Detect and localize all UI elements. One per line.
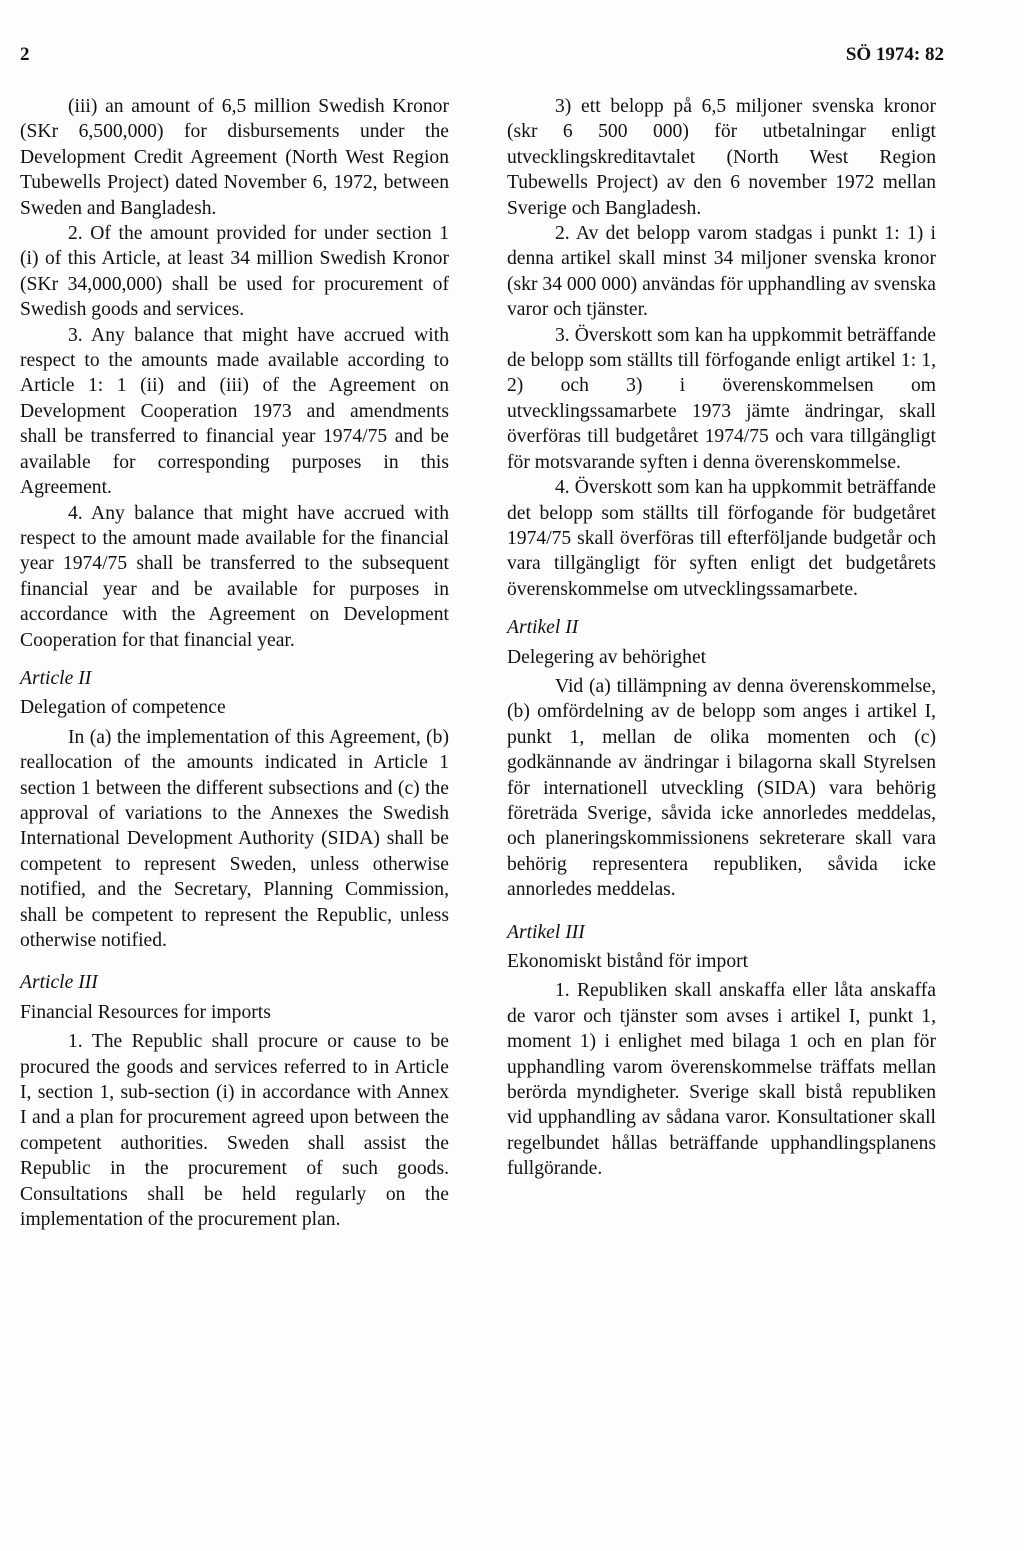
page-number: 2 <box>20 44 30 65</box>
english-article-iii-heading: Article III <box>20 972 98 994</box>
swedish-paragraph-2: 2. Av det belopp varom stadgas i punkt 1: 1) i denna artikel skall minst 34 miljoner svenska kronor (skr 34 000 000) användas för upphandling av svenska varor och tjänster. <box>507 223 936 321</box>
english-article-ii-text: In (a) the implementation of this Agreement, (b) reallocation of the amounts indicated in Article 1 section 1 between the different subsections and (c) the approval of variations to the Annexes the Swedish International Development Authority (SIDA) shall be competent to represent Sweden, unless otherwise notified, and the Secretary, Planning Commission, shall be competent to represent the Republic, unless otherwise notified. <box>20 726 449 951</box>
english-paragraph-iii: (iii) an amount of 6,5 million Swedish Kronor (SKr 6,500,000) for disbursements under the Development Credit Agreement (North West Region Tubewells Project) dated November 6, 1972, between Sweden and Bangladesh. <box>20 96 449 219</box>
swedish-article-iii-text: 1. Republiken skall anskaffa eller låta anskaffa de varor och tjänster som avses i artikel I, punkt 1, moment 1) i enlighet med bilaga 1 och en plan för upphandling varom överenskommelse träffats mellan berörda myndigheter. Sverige skall bistå republiken vid upphandling av sådana varor. Konsultationer skall regelbundet hållas beträffande upphandlingsplanens fullgörande. <box>507 980 936 1180</box>
swedish-paragraph-3: 3. Överskott som kan ha uppkommit beträffande de belopp som ställts till förfogande enligt artikel 1: 1, 2) och 3) i överenskommelsen om utvecklingssamarbete 1973 jämte ändringar, skall överföras till budgetåret 1974/75 och vara tillgängligt för motsvarande syften i denna överenskommelse. <box>507 324 936 473</box>
swedish-article-ii-text: Vid (a) tillämpning av denna överenskommelse, (b) omfördelning av de belopp som anges i artikel I, punkt 1, mellan de olika momenten och (c) godkännande av ändringar i bilagorna skall Styrelsen för internationell utveckling (SIDA) vara behörig företräda Sverige, såvida icke annorledes meddelas, och planeringskommissionens sekreterare skall vara behörig representera republiken, såvida icke annorledes meddelas. <box>507 675 936 901</box>
document-reference: SÖ 1974: 82 <box>845 44 944 65</box>
swedish-article-iii-title: Ekonomiskt bistånd för import <box>507 951 749 972</box>
english-paragraph-3: 3. Any balance that might have accrued with respect to the amounts made available according to Article 1: 1 (ii) and (iii) of the Agreement on Development Cooperation 1973 and amendments shall be transferred to financial year 1974/75 and be available for corresponding purposes in this Agreement. <box>20 324 449 499</box>
swedish-article-ii-heading: Artikel II <box>507 617 579 639</box>
english-column <box>20 94 449 1232</box>
english-article-ii-heading: Article II <box>20 667 92 689</box>
english-article-iii-title: Financial Resources for imports <box>20 1001 271 1023</box>
english-article-ii-title: Delegation of competence <box>20 697 226 719</box>
swedish-article-ii-title: Delegering av behörighet <box>507 646 707 668</box>
english-article-iii-text: 1. The Republic shall procure or cause to be procured the goods and services referred to in Article I, section 1, sub-section (i) in accordance with Annex I and a plan for procurement agreed upon between the competent authorities. Sweden shall assist the Republic in the procurement of such goods. Consultations shall be held regularly on the implementation of the procurement plan. <box>20 1031 449 1231</box>
swedish-paragraph-4: 4. Överskott som kan ha uppkommit beträffande det belopp som ställts till förfogande för budgetåret 1974/75 skall överföras till efterföljande budgetår och vara tillgängligt för syften enligt det budgetårets överenskommelse om utvecklingssamarbete. <box>507 477 936 600</box>
english-paragraph-4: 4. Any balance that might have accrued with respect to the amount made available for the financial year 1974/75 shall be transferred to the subsequent financial year and be available for purposes in accordance with the Agreement on Development Cooperation for that financial year. <box>20 502 449 651</box>
swedish-paragraph-3-amount: 3) ett belopp på 6,5 miljoner svenska kronor (skr 6 500 000) för utbetalningar enligt utvecklingskreditavtalet (North West Region Tubewells Project) av den 6 november 1972 mellan Sverige och Bangladesh. <box>507 96 936 219</box>
swedish-column <box>507 94 936 1182</box>
swedish-article-iii-heading: Artikel III <box>507 921 585 943</box>
english-paragraph-2: 2. Of the amount provided for under section 1 (i) of this Article, at least 34 million Swedish Kronor (SKr 34,000,000) shall be used for procurement of Swedish goods and services. <box>20 223 449 321</box>
